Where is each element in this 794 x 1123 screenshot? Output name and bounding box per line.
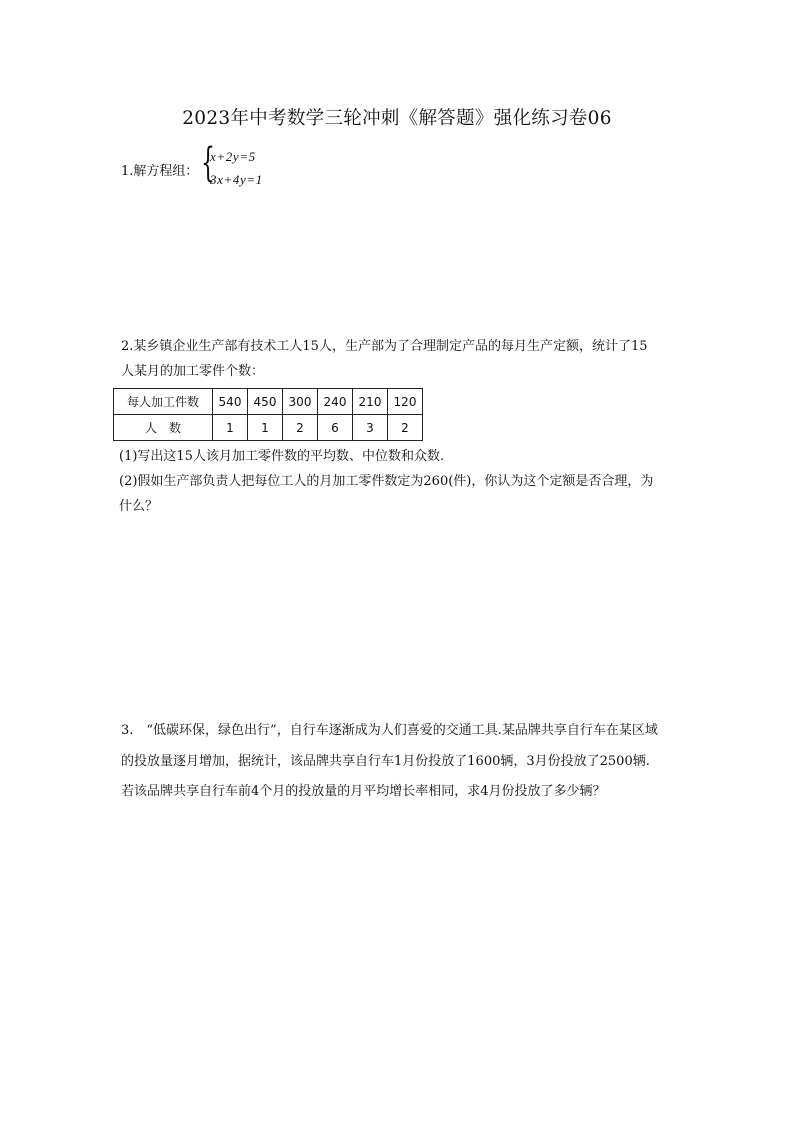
table-header-cell: 人 数 [114,415,213,441]
table-row [114,389,423,415]
question-3 [121,716,701,808]
parts-count-table [113,388,423,441]
equation-system-brace: { [201,140,215,186]
table-cell: 240 [318,389,353,415]
question-2-part-2 [119,470,704,519]
table-cell: 3 [353,415,388,441]
question-2-part-1: (1)写出这15人该月加工零件数的平均数、中位数和众数. [119,449,445,464]
table-cell: 210 [353,389,388,415]
question-2-stem-line-2: 人某月的加工零件个数： [121,363,265,379]
question-3-line-1: 3. “低碳环保，绿色出行”，自行车逐渐成为人们喜爱的交通工具.某品牌共享自行车在某区域 [121,723,658,738]
question-2-part-2-line-2: 什么？ [119,498,159,514]
table-row [114,415,423,441]
question-2-part-2-line-1: (2)假如生产部负责人把每位工人的月加工零件数定为260(件)，你认为这个定额是否合理，为 [119,474,654,489]
question-3-line-3: 若该品牌共享自行车前4个月的投放量的月平均增长率相同，求4月份投放了多少辆？ [121,784,606,800]
table-cell: 300 [283,389,318,415]
question-1-label: 1.解方程组： [121,164,199,179]
table-cell: 450 [248,389,283,415]
question-2-stem [121,335,696,384]
table-cell: 540 [213,389,248,415]
table-cell: 2 [388,415,423,441]
table-cell: 6 [318,415,353,441]
table-cell: 120 [388,389,423,415]
page-title: 2023年中考数学三轮冲刺《解答题》强化练习卷06 [182,108,612,129]
table-cell: 2 [283,415,318,441]
table-header-cell: 每人加工件数 [114,389,213,415]
table-cell: 1 [213,415,248,441]
question-2-stem-line-1: 2.某乡镇企业生产部有技术工人15人，生产部为了合理制定产品的每月生产定额，统计了15 [121,339,648,354]
question-3-line-2: 的投放量逐月增加，据统计，该品牌共享自行车1月份投放了1600辆，3月份投放了2500辆. [121,753,650,769]
table-cell: 1 [248,415,283,441]
equation-2: 3x+4y=1 [210,172,263,187]
equation-1: x+2y=5 [210,149,256,164]
